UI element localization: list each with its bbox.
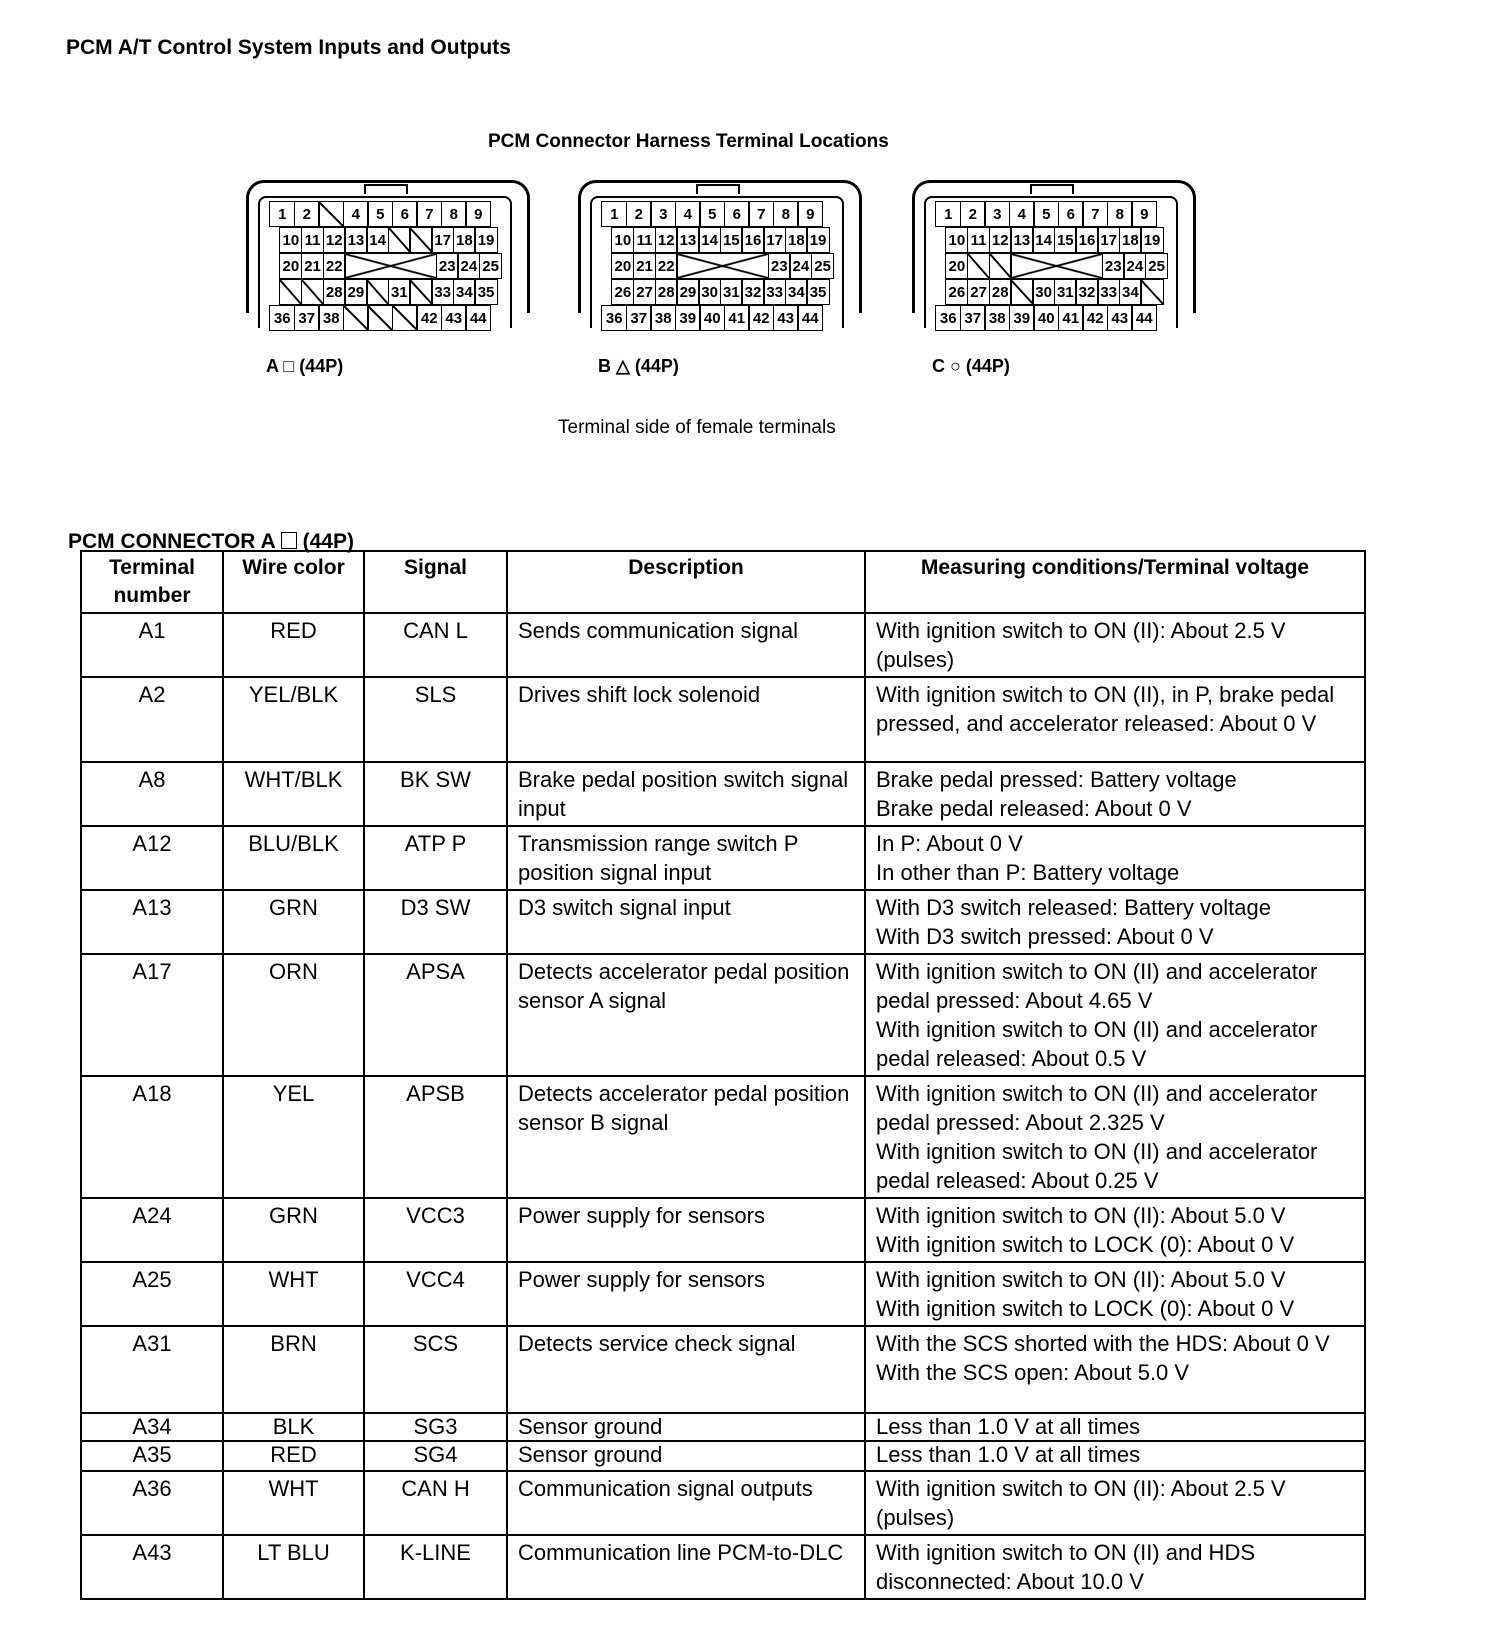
terminal-cell: 20 (611, 253, 634, 279)
signal: APSA (364, 954, 507, 1076)
column-header: Signal (364, 551, 507, 613)
terminal-cell: 6 (392, 201, 418, 227)
unused-terminal (388, 227, 411, 253)
wire-color: BRN (223, 1326, 364, 1413)
terminal-cell: 7 (1082, 201, 1108, 227)
measuring-conditions: With ignition switch to ON (II) and accelerator pedal pressed: About 2.325 V With ignition switch to ON (II) and accelerator pedal released: About 0.25 V (865, 1076, 1365, 1198)
signal: SG4 (364, 1441, 507, 1471)
wire-color: GRN (223, 890, 364, 954)
terminal-cell: 1 (601, 201, 627, 227)
table-row (81, 1326, 1365, 1413)
terminal-cell: 36 (935, 305, 961, 331)
connector-label-c: C ○ (44P) (932, 356, 1010, 376)
unused-terminal (989, 253, 1012, 279)
wire-color: WHT (223, 1262, 364, 1326)
terminal-cell: 25 (1145, 253, 1168, 279)
terminal-cell: 13 (344, 227, 367, 253)
terminal-cell: 23 (436, 253, 459, 279)
terminal-cell: 36 (601, 305, 627, 331)
unused-terminal (318, 201, 344, 227)
description: Drives shift lock solenoid (507, 677, 865, 762)
description: Power supply for sensors (507, 1198, 865, 1262)
terminal-cell: 10 (279, 227, 302, 253)
terminal-cell: 22 (323, 253, 346, 279)
column-header: Measuring conditions/Terminal voltage (865, 551, 1365, 613)
table-row (81, 1441, 1365, 1471)
terminal-cell: 36 (269, 305, 295, 331)
terminal-cell: 14 (366, 227, 389, 253)
terminal-cell: 5 (1033, 201, 1059, 227)
terminal-cell: 23 (768, 253, 791, 279)
terminal-cell: 34 (1119, 279, 1142, 305)
terminal-cell: 3 (984, 201, 1010, 227)
wire-color: GRN (223, 1198, 364, 1262)
blocked-area (1010, 253, 1103, 279)
unused-terminal (1010, 279, 1033, 305)
signal: VCC3 (364, 1198, 507, 1262)
connector-a (246, 180, 528, 342)
terminal-cell: 3 (650, 201, 676, 227)
unused-terminal (343, 305, 369, 331)
table-row (81, 762, 1365, 826)
terminal-cell: 44 (797, 305, 823, 331)
measuring-conditions: With ignition switch to ON (II): About 5.0 V With ignition switch to LOCK (0): About 0 V (865, 1198, 1365, 1262)
terminal-cell: 40 (1033, 305, 1059, 331)
terminal-cell: 14 (1032, 227, 1055, 253)
terminal-cell: 13 (676, 227, 699, 253)
terminal-cell: 17 (431, 227, 454, 253)
symbol-icon: △ (616, 356, 630, 376)
connector-b (578, 180, 860, 342)
terminal-cell: 17 (1097, 227, 1120, 253)
terminal-number: A1 (81, 613, 223, 677)
terminal-cell: 7 (416, 201, 442, 227)
terminal-number: A13 (81, 890, 223, 954)
terminal-cell: 44 (465, 305, 491, 331)
blocked-area (676, 253, 769, 279)
description: Sends communication signal (507, 613, 865, 677)
table-row (81, 890, 1365, 954)
table-row (81, 677, 1365, 762)
measuring-conditions: In P: About 0 V In other than P: Battery voltage (865, 826, 1365, 890)
terminal-cell: 25 (479, 253, 502, 279)
terminal-cell: 16 (1075, 227, 1098, 253)
terminal-cell: 19 (806, 227, 829, 253)
signal: SLS (364, 677, 507, 762)
terminal-cell: 18 (453, 227, 476, 253)
terminal-cell: 14 (698, 227, 721, 253)
measuring-conditions: Less than 1.0 V at all times (865, 1413, 1365, 1441)
terminal-cell: 25 (811, 253, 834, 279)
terminal-number: A36 (81, 1471, 223, 1535)
signal: BK SW (364, 762, 507, 826)
terminal-cell: 17 (763, 227, 786, 253)
terminal-cell: 9 (797, 201, 823, 227)
terminal-cell: 12 (323, 227, 346, 253)
measuring-conditions: With ignition switch to ON (II): About 2.5 V (pulses) (865, 1471, 1365, 1535)
terminal-cell: 24 (457, 253, 480, 279)
description: Communication line PCM-to-DLC (507, 1535, 865, 1599)
terminal-cell: 2 (626, 201, 652, 227)
terminal-cell: 11 (967, 227, 990, 253)
signal: K-LINE (364, 1535, 507, 1599)
terminal-cell: 34 (785, 279, 808, 305)
terminal-number: A8 (81, 762, 223, 826)
column-header: Wire color (223, 551, 364, 613)
connector-c (912, 180, 1194, 342)
measuring-conditions: With ignition switch to ON (II): About 5.0 V With ignition switch to LOCK (0): About 0 V (865, 1262, 1365, 1326)
diagram-note: Terminal side of female terminals (558, 417, 836, 438)
terminal-cell: 10 (611, 227, 634, 253)
terminal-cell: 21 (301, 253, 324, 279)
terminal-number: A35 (81, 1441, 223, 1471)
terminal-cell: 11 (301, 227, 324, 253)
terminal-cell: 26 (611, 279, 634, 305)
column-header: Terminal number (81, 551, 223, 613)
square-symbol-icon (281, 532, 297, 549)
terminal-cell: 9 (1131, 201, 1157, 227)
terminal-cell: 39 (675, 305, 701, 331)
measuring-conditions: Brake pedal pressed: Battery voltage Brake pedal released: About 0 V (865, 762, 1365, 826)
terminal-cell: 16 (741, 227, 764, 253)
signal: SCS (364, 1326, 507, 1413)
table-row (81, 826, 1365, 890)
description: Detects service check signal (507, 1326, 865, 1413)
description: Sensor ground (507, 1413, 865, 1441)
terminal-cell: 26 (945, 279, 968, 305)
unused-terminal (301, 279, 324, 305)
terminal-number: A18 (81, 1076, 223, 1198)
terminal-number: A12 (81, 826, 223, 890)
terminal-cell: 21 (633, 253, 656, 279)
signal: APSB (364, 1076, 507, 1198)
measuring-conditions: With ignition switch to ON (II) and HDS disconnected: About 10.0 V (865, 1535, 1365, 1599)
terminal-cell: 31 (388, 279, 411, 305)
terminal-cell: 27 (967, 279, 990, 305)
terminal-cell: 8 (441, 201, 467, 227)
terminal-cell: 4 (1009, 201, 1035, 227)
description: D3 switch signal input (507, 890, 865, 954)
terminal-cell: 22 (655, 253, 678, 279)
table-row (81, 1535, 1365, 1599)
description: Power supply for sensors (507, 1262, 865, 1326)
column-header: Description (507, 551, 865, 613)
terminal-cell: 42 (1082, 305, 1108, 331)
terminal-cell: 30 (698, 279, 721, 305)
table-row (81, 954, 1365, 1076)
terminal-cell: 42 (416, 305, 442, 331)
terminal-cell: 38 (984, 305, 1010, 331)
terminal-cell: 33 (431, 279, 454, 305)
terminal-number: A24 (81, 1198, 223, 1262)
table-row (81, 1471, 1365, 1535)
terminal-cell: 34 (453, 279, 476, 305)
terminal-cell: 2 (294, 201, 320, 227)
terminal-cell: 7 (748, 201, 774, 227)
terminal-cell: 41 (724, 305, 750, 331)
terminal-cell: 19 (1140, 227, 1163, 253)
signal: D3 SW (364, 890, 507, 954)
wire-color: BLU/BLK (223, 826, 364, 890)
unused-terminal (409, 227, 432, 253)
page-title: PCM A/T Control System Inputs and Outputs (66, 36, 511, 59)
terminal-cell: 20 (279, 253, 302, 279)
terminal-cell: 33 (763, 279, 786, 305)
signal: SG3 (364, 1413, 507, 1441)
terminal-cell: 13 (1010, 227, 1033, 253)
connector-label-b: B △ (44P) (598, 356, 679, 376)
measuring-conditions: Less than 1.0 V at all times (865, 1441, 1365, 1471)
terminal-number: A34 (81, 1413, 223, 1441)
unused-terminal (279, 279, 302, 305)
unused-terminal (409, 279, 432, 305)
table-row (81, 1198, 1365, 1262)
unused-terminal (392, 305, 418, 331)
wire-color: YEL (223, 1076, 364, 1198)
terminal-cell: 12 (989, 227, 1012, 253)
diagram-subtitle: PCM Connector Harness Terminal Locations (488, 131, 889, 152)
terminal-cell: 4 (343, 201, 369, 227)
terminal-cell: 18 (785, 227, 808, 253)
terminal-cell: 43 (441, 305, 467, 331)
terminal-cell: 9 (465, 201, 491, 227)
terminal-cell: 6 (1058, 201, 1084, 227)
terminal-cell: 28 (323, 279, 346, 305)
terminal-cell: 5 (699, 201, 725, 227)
table-row (81, 1413, 1365, 1441)
terminal-cell: 33 (1097, 279, 1120, 305)
terminal-cell: 20 (945, 253, 968, 279)
terminal-cell: 15 (720, 227, 743, 253)
terminal-number: A25 (81, 1262, 223, 1326)
wire-color: RED (223, 1441, 364, 1471)
terminal-cell: 10 (945, 227, 968, 253)
table-row (81, 1262, 1365, 1326)
wire-color: WHT/BLK (223, 762, 364, 826)
table-row (81, 1076, 1365, 1198)
connector-label-a: A □ (44P) (266, 356, 344, 376)
terminal-cell: 35 (806, 279, 829, 305)
terminal-cell: 37 (294, 305, 320, 331)
unused-terminal (967, 253, 990, 279)
measuring-conditions: With ignition switch to ON (II), in P, brake pedal pressed, and accelerator released: About 0 V (865, 677, 1365, 762)
terminal-cell: 6 (724, 201, 750, 227)
symbol-icon: ○ (950, 356, 961, 376)
terminal-cell: 43 (773, 305, 799, 331)
description: Transmission range switch P position signal input (507, 826, 865, 890)
signal: CAN L (364, 613, 507, 677)
measuring-conditions: With ignition switch to ON (II): About 2.5 V (pulses) (865, 613, 1365, 677)
terminal-cell: 19 (474, 227, 497, 253)
terminal-cell: 2 (960, 201, 986, 227)
terminal-cell: 31 (720, 279, 743, 305)
terminal-number: A17 (81, 954, 223, 1076)
wire-color: BLK (223, 1413, 364, 1441)
unused-terminal (367, 305, 393, 331)
terminal-cell: 1 (935, 201, 961, 227)
terminal-cell: 38 (318, 305, 344, 331)
terminal-cell: 24 (1123, 253, 1146, 279)
terminal-cell: 8 (773, 201, 799, 227)
terminal-number: A43 (81, 1535, 223, 1599)
terminal-cell: 18 (1119, 227, 1142, 253)
measuring-conditions: With ignition switch to ON (II) and accelerator pedal pressed: About 4.65 V With ignition switch to ON (II) and accelerator pedal released: About 0.5 V (865, 954, 1365, 1076)
table-title: PCM CONNECTOR A (44P) (68, 530, 354, 553)
terminal-cell: 40 (699, 305, 725, 331)
terminal-cell: 1 (269, 201, 295, 227)
terminal-cell: 27 (633, 279, 656, 305)
wire-color: LT BLU (223, 1535, 364, 1599)
terminal-cell: 37 (626, 305, 652, 331)
terminal-cell: 44 (1131, 305, 1157, 331)
symbol-icon: □ (283, 356, 295, 376)
unused-terminal (366, 279, 389, 305)
terminal-cell: 43 (1107, 305, 1133, 331)
wire-color: YEL/BLK (223, 677, 364, 762)
terminal-cell: 39 (1009, 305, 1035, 331)
wire-color: RED (223, 613, 364, 677)
wire-color: WHT (223, 1471, 364, 1535)
table-row (81, 613, 1365, 677)
signal: VCC4 (364, 1262, 507, 1326)
terminal-cell: 37 (960, 305, 986, 331)
terminal-cell: 38 (650, 305, 676, 331)
description: Communication signal outputs (507, 1471, 865, 1535)
terminal-cell: 41 (1058, 305, 1084, 331)
terminal-cell: 29 (676, 279, 699, 305)
unused-terminal (1140, 279, 1163, 305)
terminal-cell: 5 (367, 201, 393, 227)
terminal-cell: 15 (1054, 227, 1077, 253)
description: Detects accelerator pedal position sensor B signal (507, 1076, 865, 1198)
description: Brake pedal position switch signal input (507, 762, 865, 826)
measuring-conditions: With D3 switch released: Battery voltage With D3 switch pressed: About 0 V (865, 890, 1365, 954)
terminal-cell: 11 (633, 227, 656, 253)
description: Detects accelerator pedal position sensor A signal (507, 954, 865, 1076)
measuring-conditions: With the SCS shorted with the HDS: About 0 V With the SCS open: About 5.0 V (865, 1326, 1365, 1413)
terminal-table (80, 550, 1366, 1600)
terminal-cell: 8 (1107, 201, 1133, 227)
terminal-number: A2 (81, 677, 223, 762)
signal: CAN H (364, 1471, 507, 1535)
terminal-cell: 28 (655, 279, 678, 305)
wire-color: ORN (223, 954, 364, 1076)
terminal-cell: 23 (1102, 253, 1125, 279)
terminal-cell: 24 (789, 253, 812, 279)
blocked-area (344, 253, 437, 279)
description: Sensor ground (507, 1441, 865, 1471)
terminal-cell: 30 (1032, 279, 1055, 305)
terminal-cell: 35 (474, 279, 497, 305)
terminal-cell: 32 (1075, 279, 1098, 305)
terminal-cell: 31 (1054, 279, 1077, 305)
terminal-cell: 28 (989, 279, 1012, 305)
signal: ATP P (364, 826, 507, 890)
terminal-cell: 42 (748, 305, 774, 331)
terminal-cell: 29 (344, 279, 367, 305)
terminal-cell: 4 (675, 201, 701, 227)
terminal-cell: 12 (655, 227, 678, 253)
terminal-cell: 32 (741, 279, 764, 305)
terminal-number: A31 (81, 1326, 223, 1413)
